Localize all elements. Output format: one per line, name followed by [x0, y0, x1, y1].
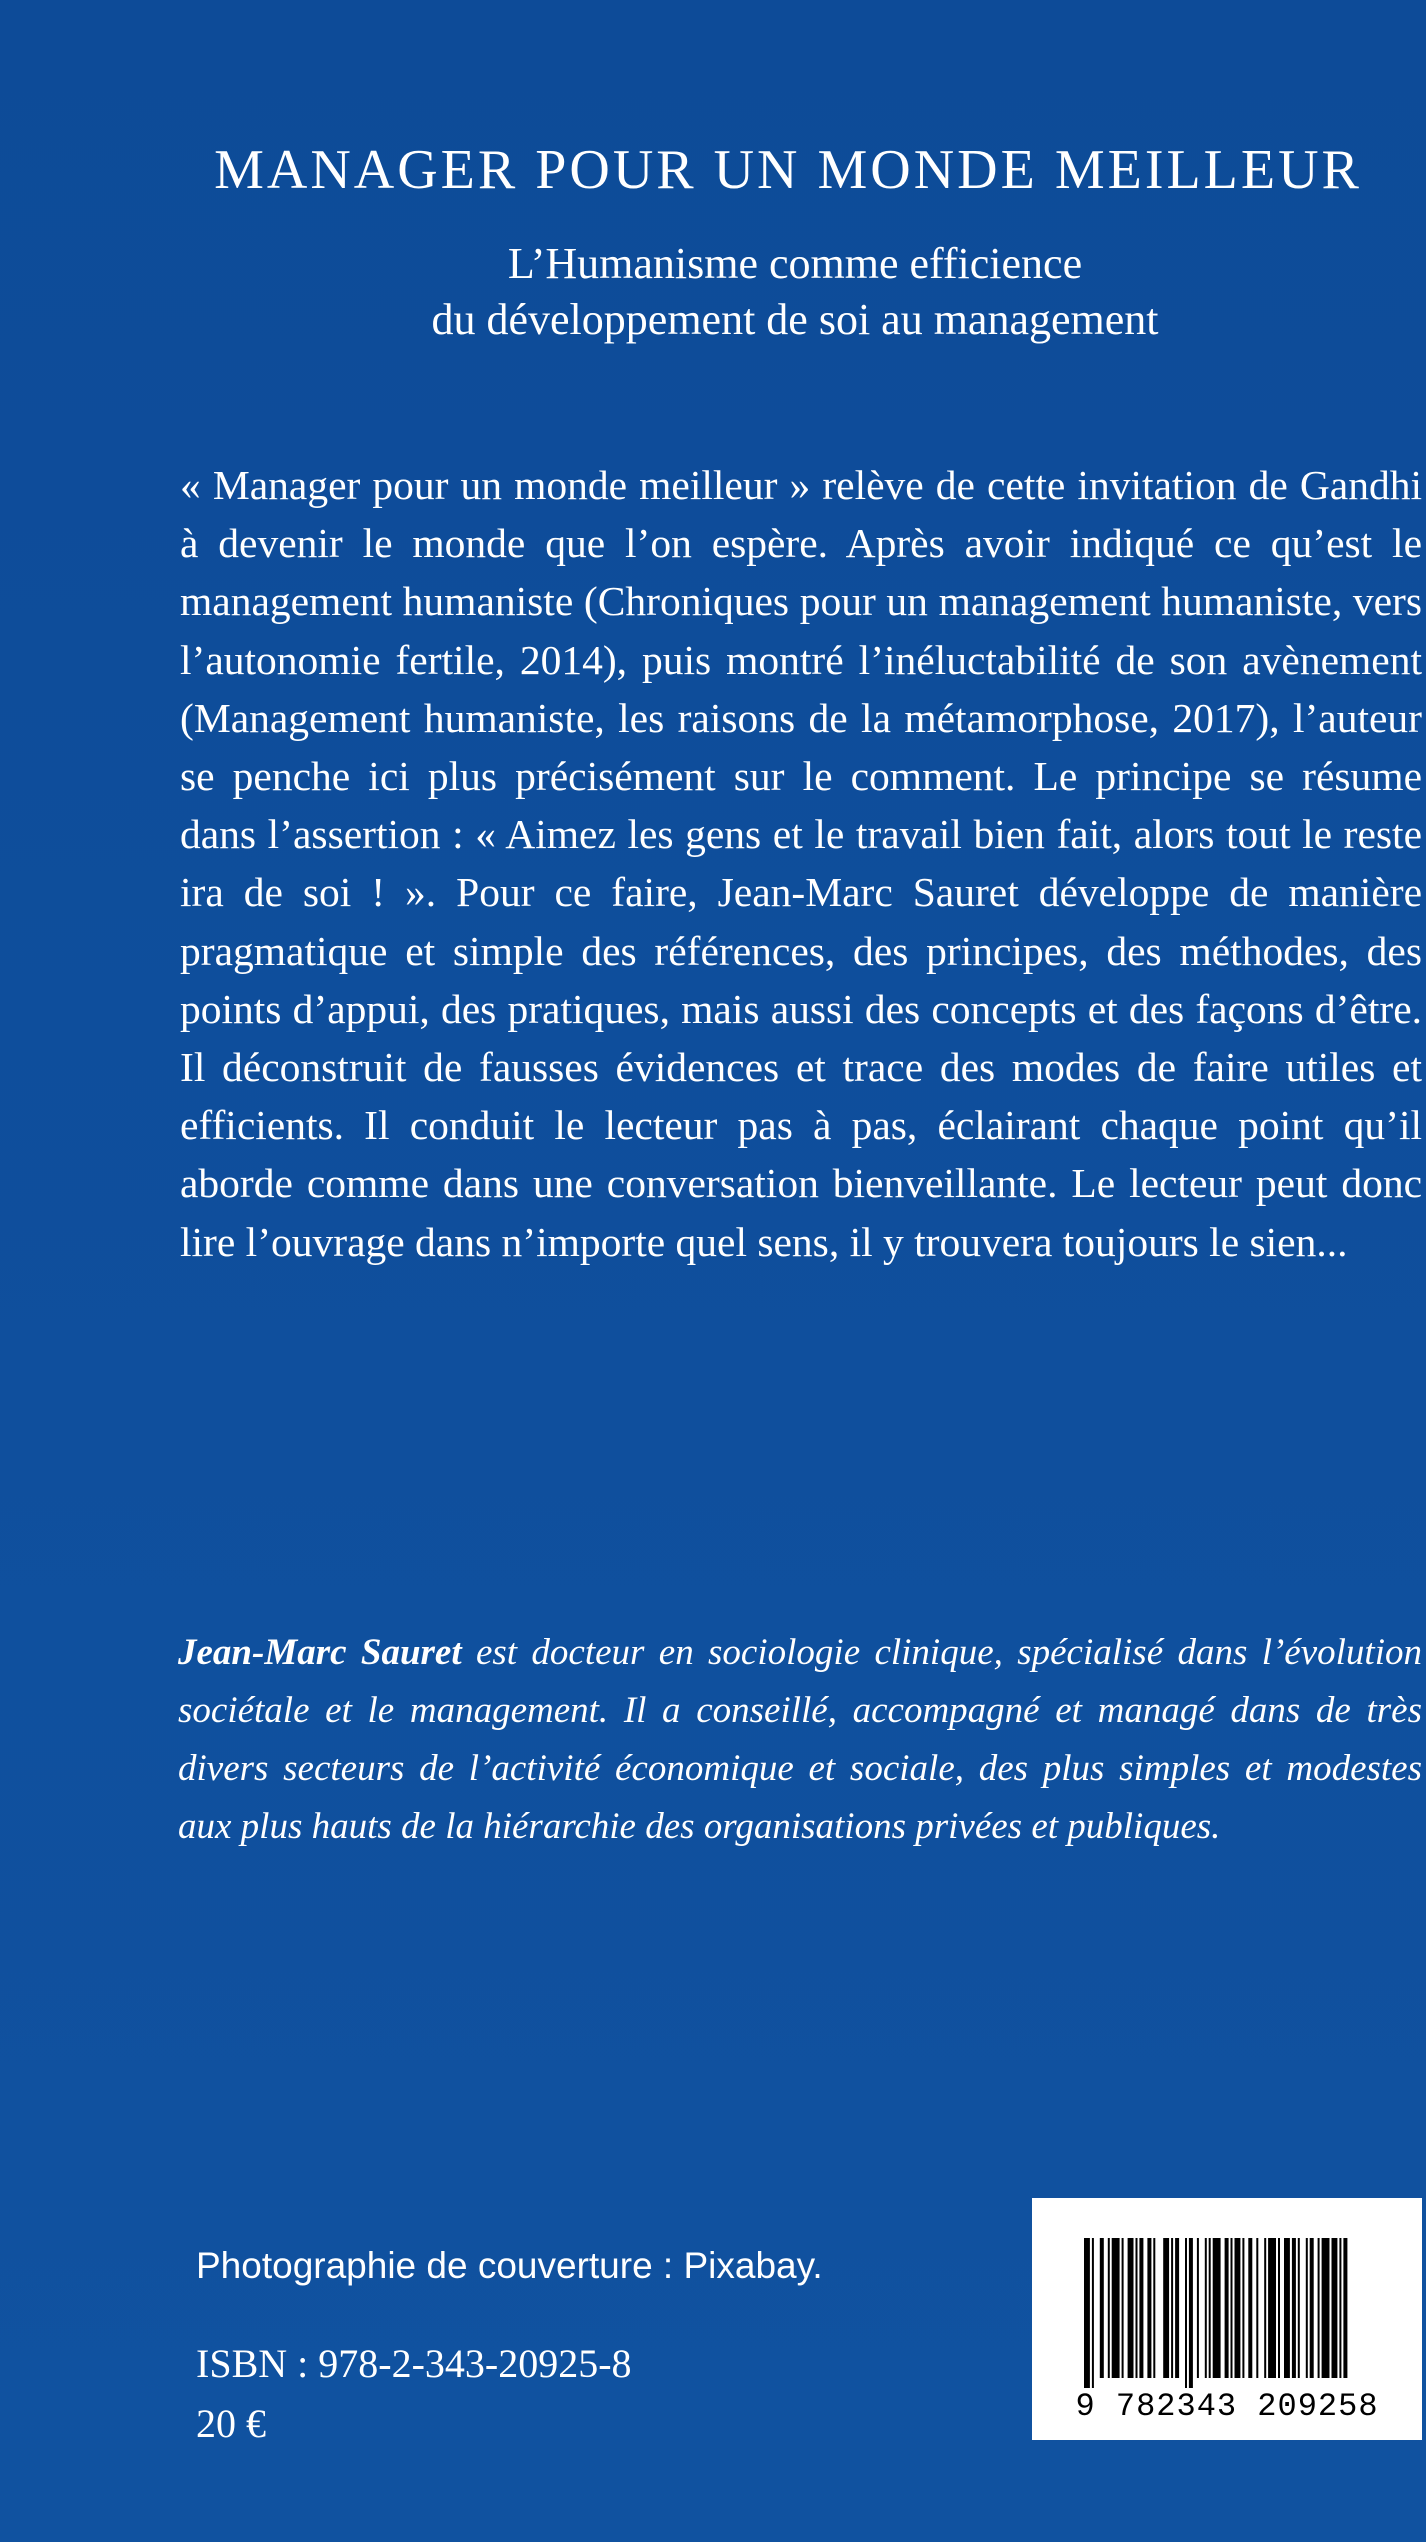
barcode-bar — [1231, 2238, 1233, 2378]
barcode-bar — [1332, 2238, 1338, 2378]
barcode-bar — [1284, 2238, 1290, 2378]
author-bio — [178, 1624, 1422, 1856]
barcode-bar — [1209, 2238, 1211, 2378]
barcode — [1032, 2198, 1422, 2440]
barcode-bar — [1256, 2238, 1258, 2378]
barcode-bar — [1264, 2238, 1266, 2378]
barcode-bar — [1185, 2238, 1187, 2388]
barcode-bar — [1128, 2238, 1134, 2378]
barcode-bar — [1147, 2238, 1151, 2378]
barcode-bar — [1153, 2238, 1155, 2378]
price: 20 € — [196, 2401, 266, 2446]
barcode-bar — [1248, 2238, 1252, 2378]
barcode-bar — [1189, 2238, 1193, 2388]
barcode-bar — [1298, 2238, 1300, 2378]
photo-credit: Photographie de couverture : Pixabay. — [196, 2245, 823, 2286]
barcode-bar — [1112, 2238, 1120, 2378]
barcode-bar — [1292, 2238, 1296, 2378]
barcode-bar — [1318, 2238, 1320, 2378]
barcode-bar — [1084, 2238, 1090, 2388]
barcode-bar — [1278, 2238, 1280, 2378]
barcode-bars — [1032, 2198, 1422, 2388]
isbn: ISBN : 978-2-343-20925-8 — [196, 2341, 632, 2386]
barcode-bar — [1136, 2238, 1138, 2378]
barcode-bar — [1268, 2238, 1276, 2378]
barcode-bar — [1343, 2238, 1347, 2378]
barcode-bar — [1175, 2238, 1179, 2378]
barcode-bar — [1205, 2238, 1207, 2378]
author-name: Jean-Marc Sauret — [178, 1632, 462, 1673]
barcode-bar — [1092, 2238, 1094, 2388]
barcode-bar — [1339, 2238, 1341, 2378]
barcode-bar — [1225, 2238, 1229, 2378]
barcode-bar — [1108, 2238, 1110, 2378]
barcode-bar — [1139, 2238, 1143, 2378]
barcode-bar — [1171, 2238, 1173, 2378]
barcode-bar — [1213, 2238, 1221, 2378]
barcode-bar — [1242, 2238, 1244, 2378]
barcode-bar — [1310, 2238, 1314, 2378]
subtitle-line: L’Humanisme comme efficience — [507, 239, 1083, 288]
book-subtitle — [230, 236, 1360, 348]
barcode-bar — [1163, 2238, 1169, 2378]
barcode-bar — [1122, 2238, 1124, 2378]
book-title: MANAGER POUR UN MONDE MEILLEUR — [214, 139, 1362, 201]
author-bio-text: est docteur en sociologie clinique, spécialisé dans l’évolution sociétale et le management. Il a conseillé, accompagné et managé dans de très divers secteurs de l’activité économique et sociale, des plus simples et modestes aux plus hauts de la hiérarchie des organisations privées et publiques. — [178, 1632, 1422, 1847]
barcode-bar — [1100, 2238, 1104, 2378]
barcode-bar — [1235, 2238, 1241, 2378]
barcode-bar — [1306, 2238, 1308, 2378]
barcode-digits: 9 782343 209258 — [1075, 2388, 1379, 2425]
book-blurb: « Manager pour un monde meilleur » relève de cette invitation de Gandhi à devenir le monde que l’on espère. Après avoir indiqué ce qu’est le management humaniste (Chroniques pour un management humaniste, vers l’autonomie fertile, 2014), puis montré l’inéluctabilité de son avènement (Management humaniste, les raisons de la métamorphose, 2017), l’auteur se penche ici plus précisément sur le comment. Le principe se résume dans l’assertion : « Aimez les gens et le travail bien fait, alors tout le reste ira de soi ! ». Pour ce faire, Jean-Marc Sauret développe de manière pragmatique et simple des références, des principes, des méthodes, des points d’appui, des pratiques, mais aussi des concepts et des façons d’être. Il déconstruit de fausses évidences et trace des modes de faire utiles et efficients. Il conduit le lecteur pas à pas, éclairant chaque point qu’il aborde comme dans une conversation bienveillante. Le lecteur peut donc lire l’ouvrage dans n’importe quel sens, il y trouvera toujours le sien... — [180, 462, 1422, 1265]
barcode-bar — [1197, 2238, 1199, 2378]
barcode-bar — [1322, 2238, 1330, 2378]
subtitle-line: du développement de soi au management — [431, 295, 1159, 344]
